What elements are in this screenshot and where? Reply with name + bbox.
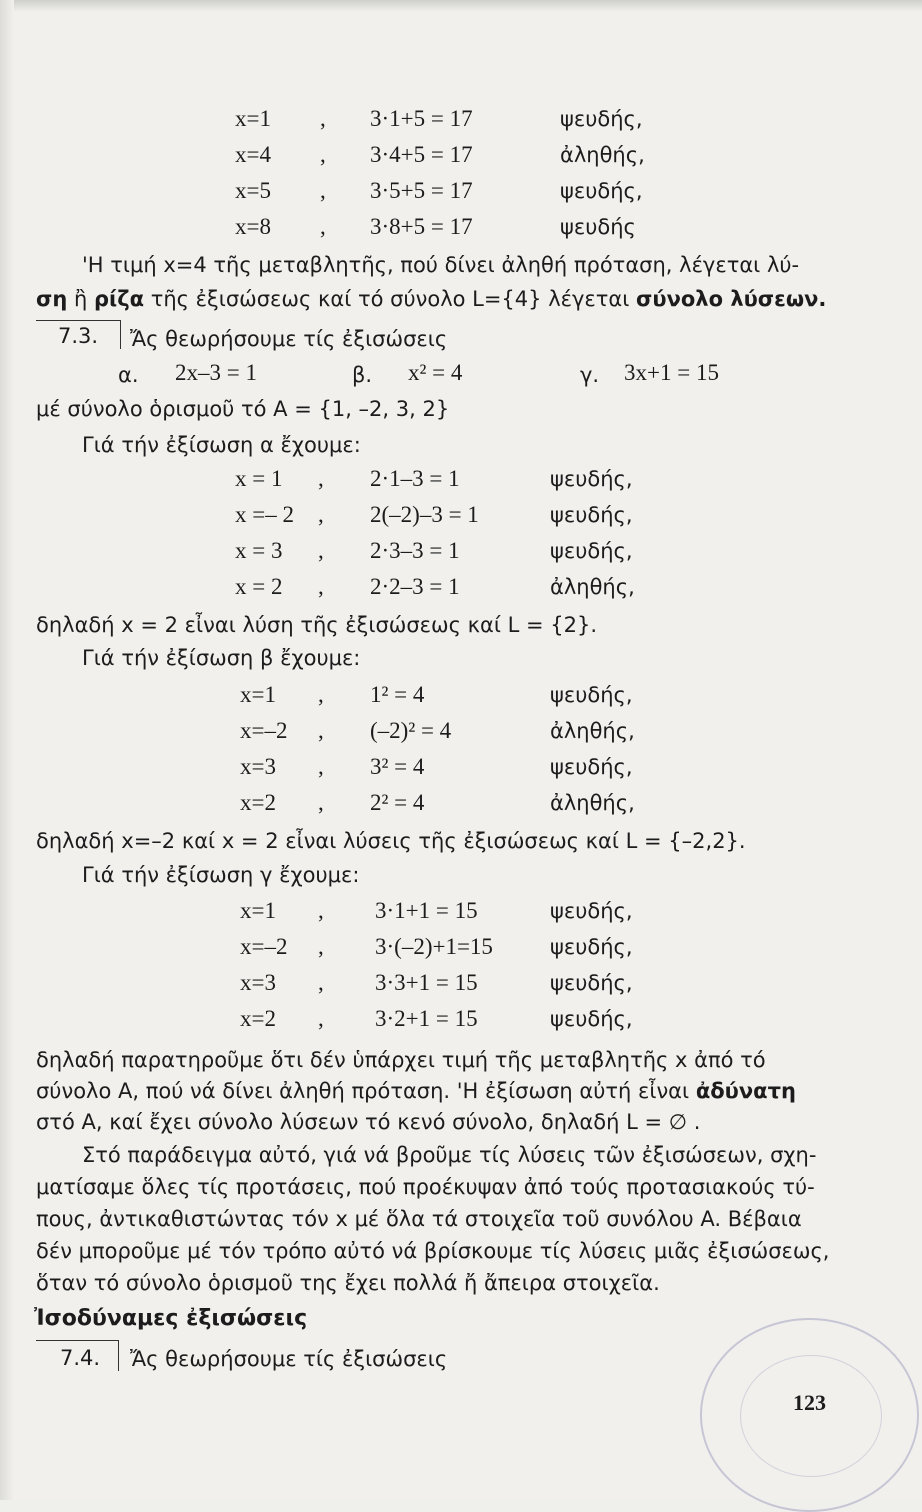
row-verdict: ψευδής,	[550, 899, 633, 923]
row-equation: 3² = 4	[370, 754, 425, 779]
heading-equivalent-equations: Ἰσοδύναμες ἐξισώσεις	[34, 1306, 308, 1331]
eq-c: 3x+1 = 15	[624, 360, 719, 385]
row-verdict: ἀληθής,	[550, 719, 635, 743]
row-comma: ,	[320, 178, 326, 203]
row-x-value: x=8	[235, 214, 271, 239]
domain-line: μέ σύνολο ὁρισμοῦ τό A = {1, –2, 3, 2}	[36, 397, 450, 421]
row-x-value: x=1	[235, 106, 271, 131]
row-comma: ,	[318, 574, 324, 599]
row-x-value: x = 2	[235, 574, 283, 599]
row-comma: ,	[318, 466, 324, 491]
row-comma: ,	[320, 214, 326, 239]
eq-b: x² = 4	[408, 360, 463, 385]
row-verdict: ἀληθής,	[550, 575, 635, 599]
eq-b-label: β.	[352, 363, 373, 387]
row-verdict: ψευδής,	[550, 683, 633, 707]
row-x-value: x=5	[235, 178, 271, 203]
row-equation: 1² = 4	[370, 682, 425, 707]
term-impossible: ἀδύνατη	[695, 1079, 796, 1103]
row-equation: 3·8+5 = 17	[370, 214, 473, 239]
para-end-line8: ὅταν τό σύνολο ὁρισμοῦ της ἔχει πολλά ἤ ἄπειρα στοιχεῖα.	[36, 1271, 660, 1295]
row-comma: ,	[318, 754, 324, 779]
eq-a-label: α.	[118, 363, 139, 387]
section-73-intro: Ἄς θεωρήσουμε τίς ἐξισώσεις	[130, 327, 448, 351]
row-equation: 2·3–3 = 1	[370, 538, 460, 563]
row-equation: 3·3+1 = 15	[375, 970, 478, 995]
row-verdict: ψευδής,	[560, 107, 643, 131]
row-comma: ,	[320, 142, 326, 167]
case-a-heading: Γιά τήν ἐξίσωση α ἔχουμε:	[82, 433, 361, 457]
text-middle: τῆς ἐξισώσεως καί τό σύνολο L={4} λέγεται	[144, 287, 637, 311]
library-stamp-inner	[740, 1355, 882, 1477]
row-equation: 3·5+5 = 17	[370, 178, 473, 203]
para-end-line5: ματίσαμε ὅλες τίς προτάσεις, πού προέκυψαν ἀπό τούς προτασιακούς τύ-	[36, 1175, 815, 1199]
row-equation: 3·4+5 = 17	[370, 142, 473, 167]
row-equation: 2² = 4	[370, 790, 425, 815]
row-comma: ,	[318, 502, 324, 527]
row-x-value: x=4	[235, 142, 271, 167]
para-end-line4: Στό παράδειγμα αὐτό, γιά νά βροῦμε τίς λύσεις τῶν ἐξισώσεων, σχη-	[82, 1143, 817, 1167]
row-x-value: x=2	[240, 1006, 276, 1031]
para-end-line3: στό A, καί ἔχει σύνολο λύσεων τό κενό σύνολο, δηλαδή L = ∅ .	[36, 1110, 701, 1134]
row-equation: 3·1+1 = 15	[375, 898, 478, 923]
row-x-value: x=–2	[240, 718, 288, 743]
row-verdict: ψευδής,	[550, 503, 633, 527]
page-left-edge	[0, 0, 14, 1500]
row-x-value: x=3	[240, 754, 276, 779]
para-root-line1: 'Η τιμή x=4 τῆς μεταβλητῆς, πού δίνει ἀληθή πρόταση, λέγεται λύ-	[82, 253, 800, 277]
case-b-heading: Γιά τήν ἐξίσωση β ἔχουμε:	[82, 646, 361, 670]
row-verdict: ψευδής,	[560, 179, 643, 203]
row-verdict: ψευδής,	[550, 1007, 633, 1031]
row-verdict: ψευδής,	[550, 971, 633, 995]
row-equation: 3·1+5 = 17	[370, 106, 473, 131]
row-x-value: x =– 2	[235, 502, 294, 527]
term-lysi-end: ση	[36, 287, 68, 311]
row-verdict: ἀληθής,	[550, 791, 635, 815]
case-b-conclusion: δηλαδή x=–2 καί x = 2 εἶναι λύσεις τῆς ἐξισώσεως καί L = {–2,2}.	[36, 829, 746, 853]
term-riza: ρίζα	[93, 287, 145, 311]
row-comma: ,	[318, 1006, 324, 1031]
row-comma: ,	[318, 718, 324, 743]
row-equation: 2·1–3 = 1	[370, 466, 460, 491]
row-verdict: ψευδής,	[550, 467, 633, 491]
row-verdict: ψευδής,	[550, 755, 633, 779]
section-74-intro: Ἄς θεωρήσουμε τίς ἐξισώσεις	[130, 1347, 448, 1371]
eq-c-label: γ.	[580, 363, 600, 387]
row-comma: ,	[318, 538, 324, 563]
term-solution-set: σύνολο λύσεων.	[636, 287, 827, 311]
text-or: ἢ	[67, 287, 94, 311]
para-end-line2-text: σύνολο A, πού νά δίνει ἀληθή πρόταση. 'Η ἐξίσωση αὐτή εἶναι	[36, 1079, 696, 1103]
row-equation: 3·(–2)+1=15	[375, 934, 493, 959]
row-comma: ,	[320, 106, 326, 131]
para-end-line2	[36, 1078, 796, 1104]
row-x-value: x=–2	[240, 934, 288, 959]
page-number: 123	[793, 1390, 826, 1415]
row-comma: ,	[318, 970, 324, 995]
row-equation: 2·2–3 = 1	[370, 574, 460, 599]
para-end-line6: πους, ἀντικαθιστώντας τόν x μέ ὅλα τά στοιχεῖα τοῦ συνόλου A. Βέβαια	[36, 1207, 802, 1231]
row-comma: ,	[318, 790, 324, 815]
row-comma: ,	[318, 682, 324, 707]
row-x-value: x=1	[240, 898, 276, 923]
row-verdict: ψευδής,	[550, 539, 633, 563]
row-equation: 3·2+1 = 15	[375, 1006, 478, 1031]
page-top-edge	[0, 0, 922, 12]
row-equation: 2(–2)–3 = 1	[370, 502, 479, 527]
row-comma: ,	[318, 898, 324, 923]
section-73-number: 7.3.	[58, 324, 99, 348]
row-equation: (–2)² = 4	[370, 718, 452, 743]
case-c-heading: Γιά τήν ἐξίσωση γ ἔχουμε:	[82, 863, 360, 887]
row-comma: ,	[318, 934, 324, 959]
para-root-line2	[36, 286, 826, 312]
row-verdict: ψευδής,	[550, 935, 633, 959]
section-74-number: 7.4.	[60, 1346, 101, 1370]
row-verdict: ψευδής	[560, 215, 636, 239]
row-x-value: x=2	[240, 790, 276, 815]
para-end-line1: δηλαδή παρατηροῦμε ὅτι δέν ὑπάρχει τιμή τῆς μεταβλητῆς x ἀπό τό	[36, 1048, 766, 1072]
row-x-value: x=3	[240, 970, 276, 995]
case-a-conclusion: δηλαδή x = 2 εἶναι λύση τῆς ἐξισώσεως καί L = {2}.	[36, 613, 598, 637]
eq-a: 2x–3 = 1	[175, 360, 257, 385]
row-x-value: x = 3	[235, 538, 283, 563]
row-verdict: ἀληθής,	[560, 143, 645, 167]
row-x-value: x=1	[240, 682, 276, 707]
row-x-value: x = 1	[235, 466, 283, 491]
para-end-line7: δέν μποροῦμε μέ τόν τρόπο αὐτό νά βρίσκουμε τίς λύσεις μιᾶς ἐξισώσεως,	[36, 1239, 830, 1263]
